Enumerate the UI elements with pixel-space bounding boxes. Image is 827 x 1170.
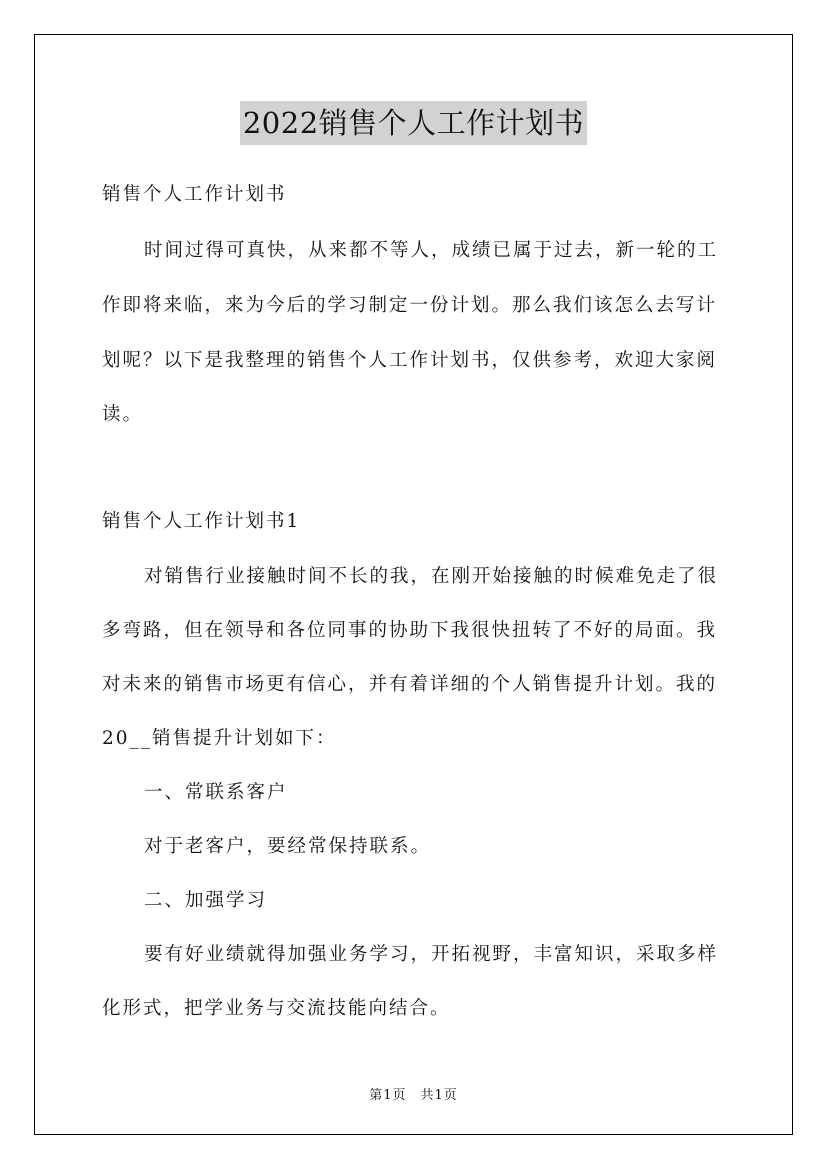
document-title: 2022销售个人工作计划书 <box>240 101 587 145</box>
intro-line-2: 作即将来临，来为今后的学习制定一份计划。那么我们该怎么去写计 <box>102 295 718 316</box>
item1-text: 对于老客户，要经常保持联系。 <box>144 836 432 857</box>
intro-line-3: 划呢？以下是我整理的销售个人工作计划书，仅供参考，欢迎大家阅 <box>102 350 718 371</box>
title-container <box>0 101 827 145</box>
section1-line-4: 20__销售提升计划如下： <box>102 728 337 749</box>
intro-line-1: 时间过得可真快，从来都不等人，成绩已属于过去，新一轮的工 <box>144 240 719 261</box>
subtitle: 销售个人工作计划书 <box>102 184 287 205</box>
section1-heading: 销售个人工作计划书1 <box>102 511 301 532</box>
intro-line-4: 读。 <box>102 404 144 425</box>
item2-line-2: 化形式，把学业务与交流技能向结合。 <box>102 998 451 1019</box>
page-number-footer: 第1页 共1页 <box>369 1088 458 1103</box>
section1-line-1: 对销售行业接触时间不长的我，在刚开始接触的时候难免走了很 <box>144 566 719 587</box>
section1-line-2: 多弯路，但在领导和各位同事的协助下我很快扭转了不好的局面。我 <box>102 620 718 641</box>
item2-line-1: 要有好业绩就得加强业务学习，开拓视野，丰富知识，采取多样 <box>144 944 719 965</box>
item1-heading: 一、常联系客户 <box>144 782 288 803</box>
section1-line-3: 对未来的销售市场更有信心，并有着详细的个人销售提升计划。我的 <box>102 674 718 695</box>
item2-heading: 二、加强学习 <box>144 890 268 911</box>
